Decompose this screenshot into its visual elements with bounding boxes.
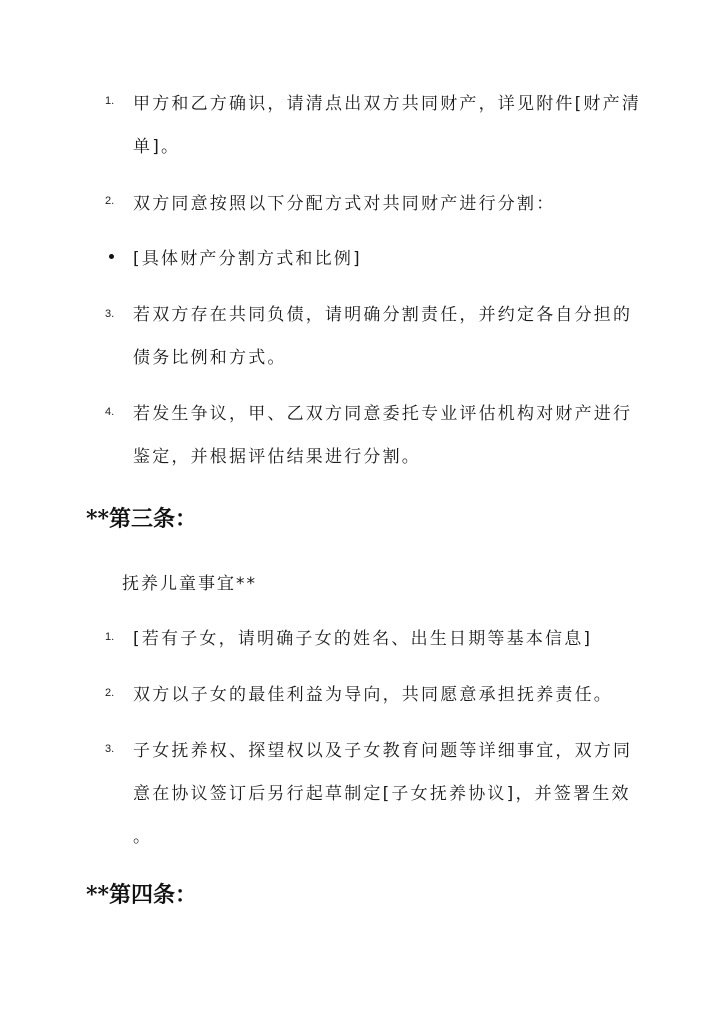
list-marker: 4. <box>105 406 115 418</box>
list-item-text: 若双方存在共同负债，请明确分割责任，并约定各自分担的 <box>133 305 633 325</box>
list-item-text: [具体财产分割方式和比例] <box>133 249 362 269</box>
list-marker: 2. <box>105 195 115 207</box>
list-item-text: [若有子女，请明确子女的姓名、出生日期等基本信息] <box>133 629 593 649</box>
list-item-text: 双方同意按照以下分配方式对共同财产进行分割： <box>133 194 556 214</box>
list-marker: 3. <box>105 743 115 755</box>
list-marker: 1. <box>105 95 115 107</box>
article-subtitle: 抚养儿童事宜** <box>122 574 257 594</box>
bullet-icon <box>109 254 114 259</box>
list-item-text: 子女抚养权、探望权以及子女教育问题等详细事宜，双方同 <box>133 741 633 761</box>
article-heading: **第三条： <box>86 506 198 532</box>
list-item-text: 鉴定，并根据评估结果进行分割。 <box>133 447 421 467</box>
list-item-text: 意在协议签订后另行起草制定[子女抚养协议]，并签署生效 <box>133 784 631 804</box>
list-item-text: 若发生争议，甲、乙双方同意委托专业评估机构对财产进行 <box>133 404 633 424</box>
article-heading: **第四条： <box>86 882 198 908</box>
list-item-text: 甲方和乙方确识，请清点出双方共同财产，详见附件[财产清 <box>133 94 642 114</box>
list-item-text: 债务比例和方式。 <box>133 348 287 368</box>
list-item-text: 单]。 <box>133 137 181 157</box>
list-marker: 3. <box>105 308 115 320</box>
list-item-text: 双方以子女的最佳利益为导向，共同愿意承担抚养责任。 <box>133 685 613 705</box>
list-marker: 1. <box>105 631 115 643</box>
list-marker: 2. <box>105 687 115 699</box>
list-item-text: 。 <box>133 827 153 847</box>
